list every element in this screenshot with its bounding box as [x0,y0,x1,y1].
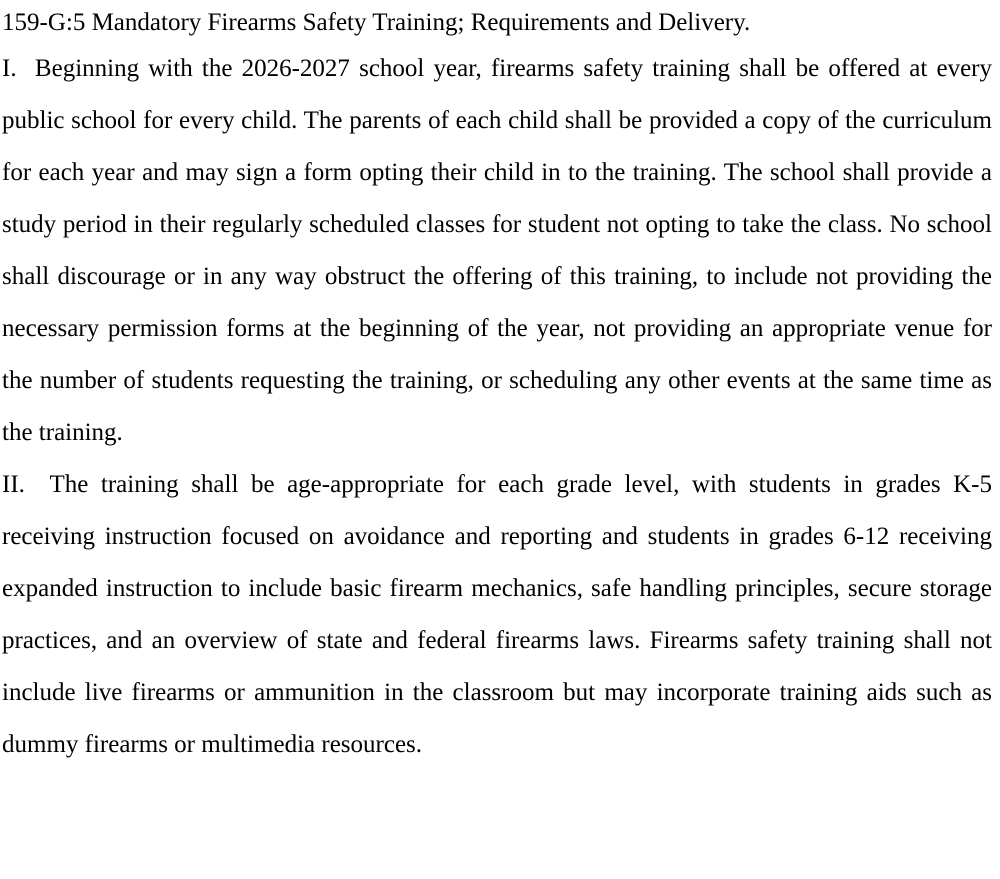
paragraph-ii-label: II. [2,471,50,498]
paragraph-ii [2,459,992,771]
paragraph-i [2,43,992,459]
paragraph-i-text: Beginning with the 2026-2027 school year, firearms safety training shall be offered at every public school for every child. The parents of each child shall be provided a copy of the curriculum for each year and may sign a form opting their child in to the training. The school shall provide a study period in their regularly scheduled classes for student not opting to take the class. No school shall discourage or in any way obstruct the offering of this training, to include not providing the necessary permission forms at the beginning of the year, not providing an appropriate venue for the number of students requesting the training, or scheduling any other events at the same time as the training. [2,55,992,446]
paragraph-i-label: I. [2,55,35,82]
section-heading: 159-G:5 Mandatory Firearms Safety Training; Requirements and Delivery. [2,9,751,36]
paragraph-ii-text: The training shall be age-appropriate for each grade level, with students in grades K-5 receiving instruction focused on avoidance and reporting and students in grades 6-12 receiving expanded instruction to include basic firearm mechanics, safe handling principles, secure storage practices, and an overview of state and federal firearms laws. Firearms safety training shall not include live firearms or ammunition in the classroom but may incorporate training aids such as dummy firearms or multimedia resources. [2,471,992,758]
